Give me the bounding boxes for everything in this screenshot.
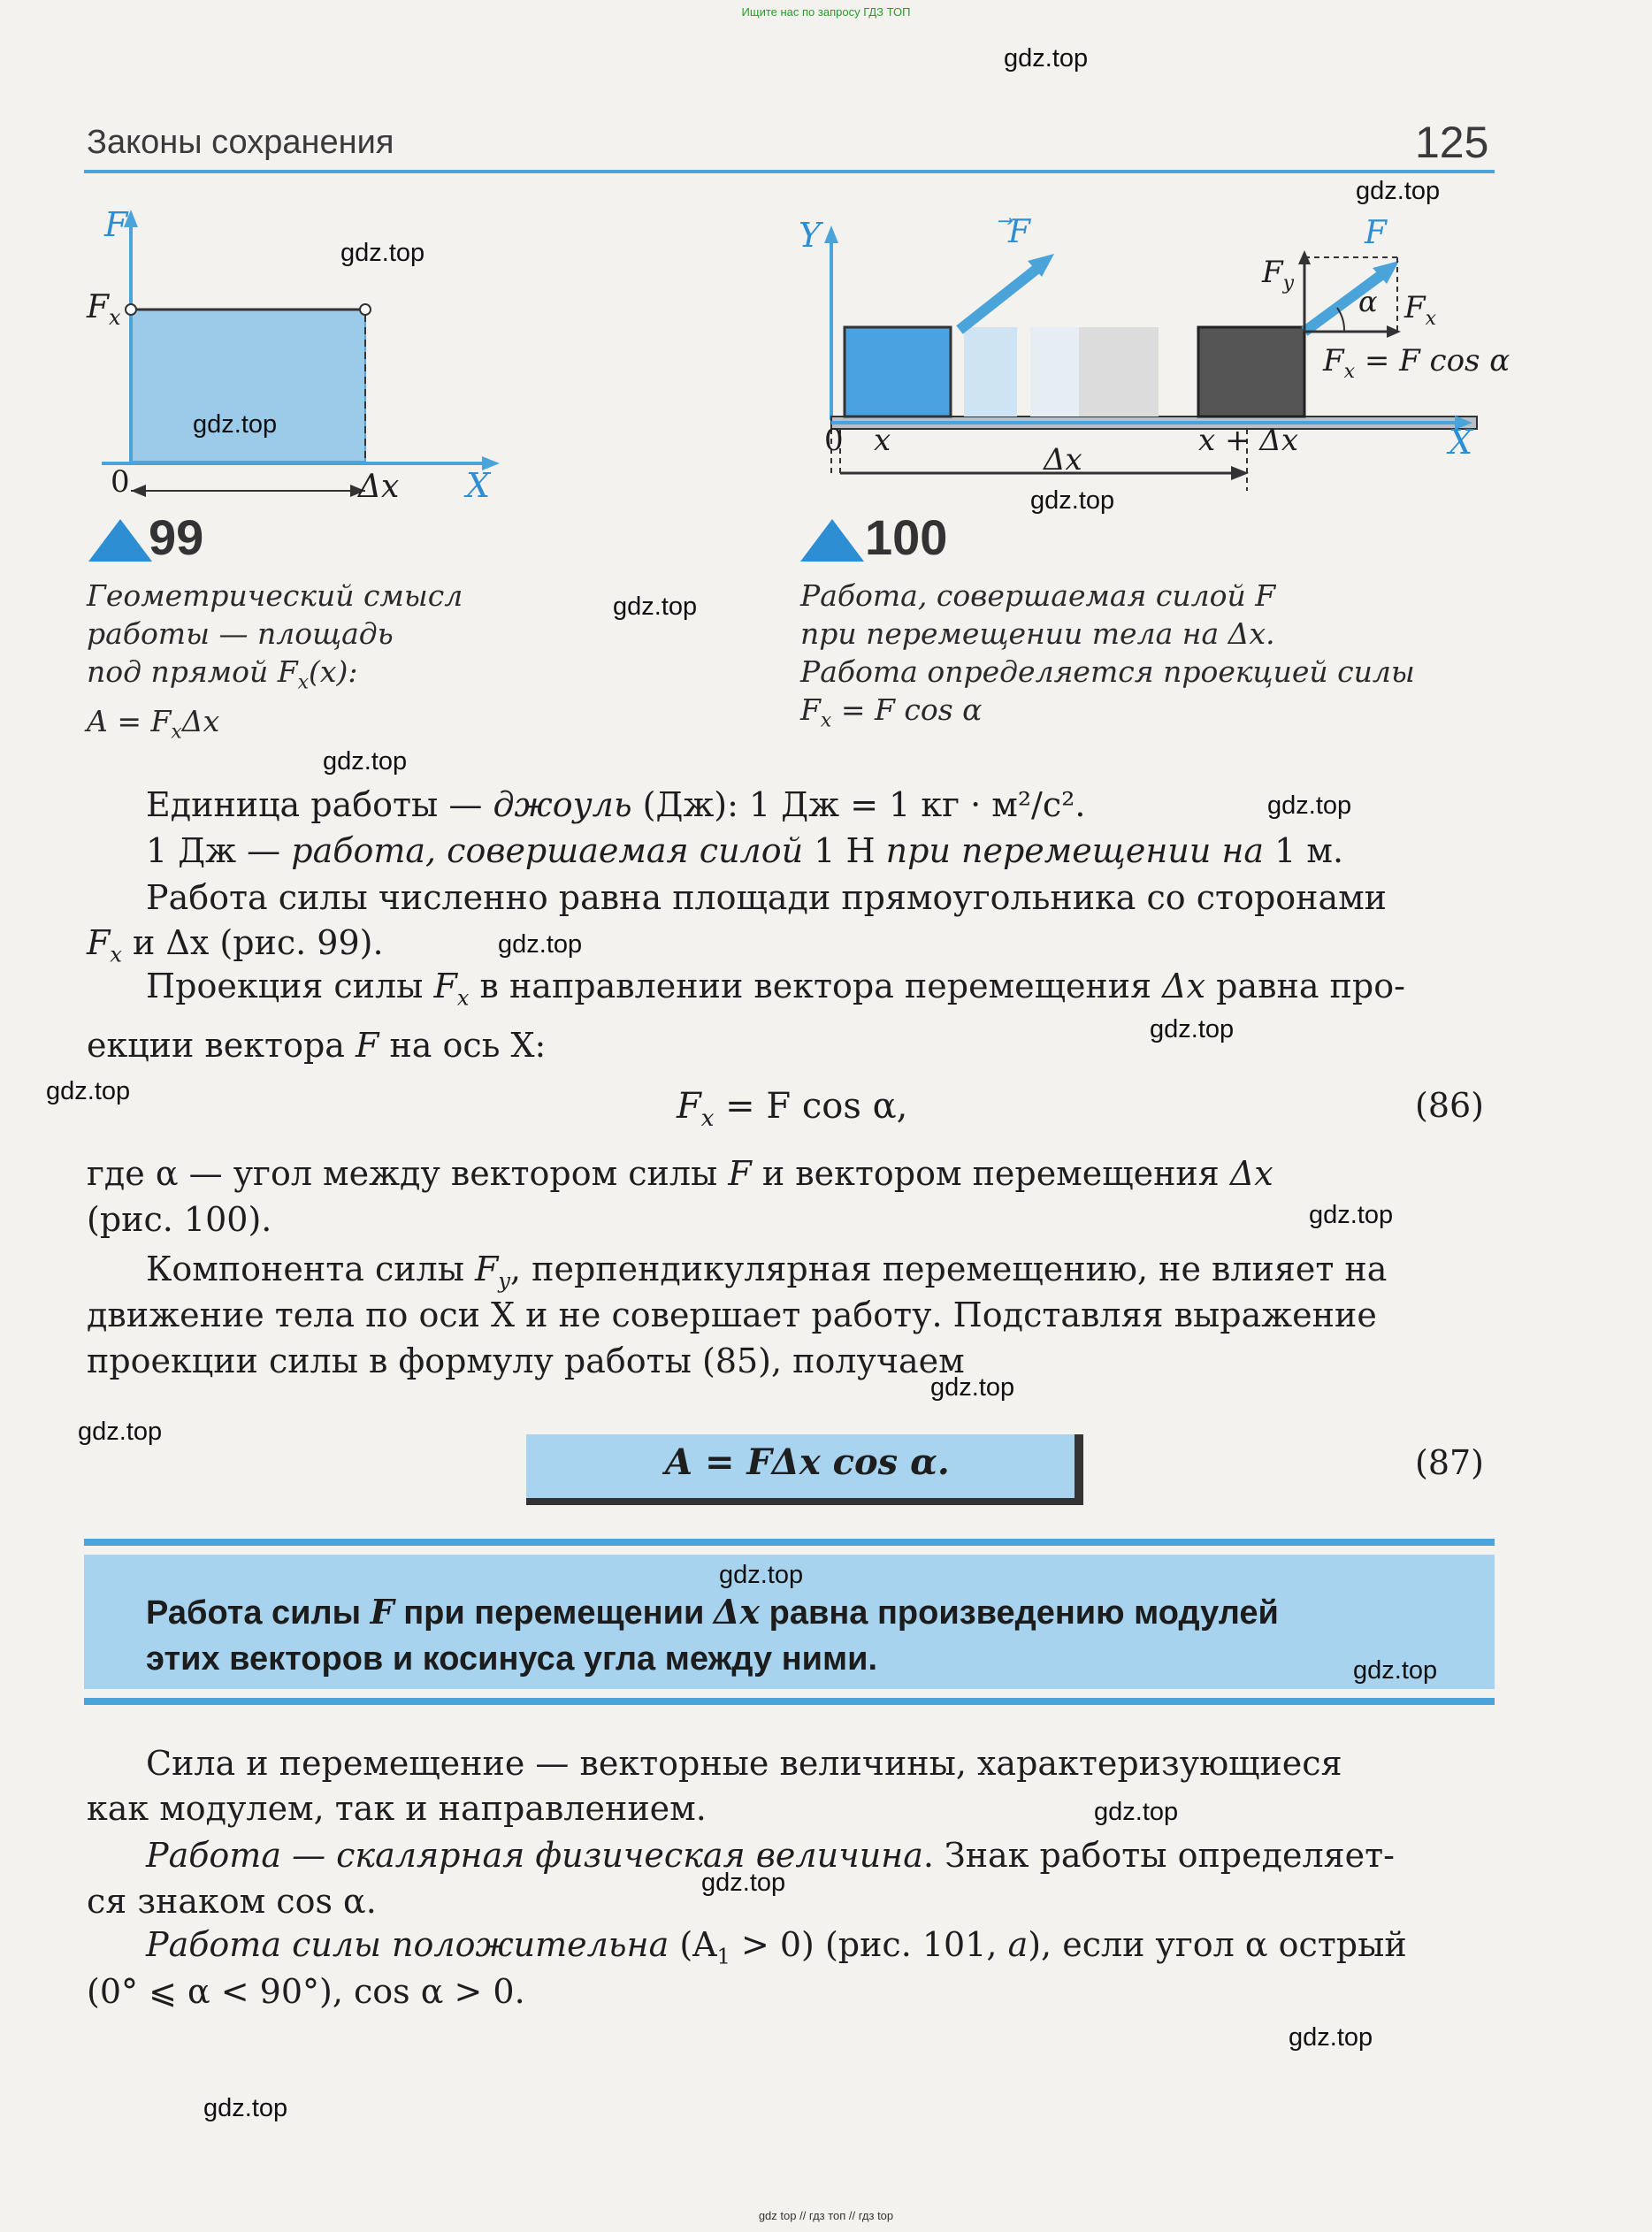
block-ghost-2 [1030, 327, 1079, 417]
band-bottom-rule [84, 1698, 1495, 1705]
origin-label: 0 [111, 464, 130, 500]
watermark: gdz.top [1356, 177, 1441, 205]
watermark: gdz.top [1353, 1656, 1438, 1685]
text-line: как модулем, так и направлением. [87, 1789, 707, 1828]
header-rule [84, 170, 1495, 173]
block-ghost-3 [1079, 327, 1159, 417]
axis-x-label: X [466, 466, 491, 505]
force-label-end: F [1365, 215, 1387, 251]
watermark: gdz.top [78, 1418, 163, 1446]
watermark: gdz.top [46, 1077, 131, 1105]
text-line: Проекция силы $F_x$ в направлении вектора перемещения Δx равна про- [146, 967, 1405, 1011]
watermark: gdz.top [1309, 1201, 1394, 1229]
watermark: gdz.top [1004, 44, 1089, 73]
text-line: Сила и перемещение — векторные величины, характеризующиеся [146, 1744, 1342, 1783]
axis-y-label: F [104, 205, 128, 244]
text-line: Работа силы численно равна площади прямоугольника со сторонами [146, 878, 1388, 917]
figure-99-number: 99 [149, 509, 204, 565]
fx-label: $F_x$ [1404, 290, 1437, 330]
fy-label: $F_y$ [1262, 255, 1295, 294]
figure-marker-icon [88, 519, 152, 562]
axis-y-label: Y [799, 216, 822, 255]
equation-86: $F_x = F$ cos α, [677, 1086, 908, 1132]
watermark: gdz.top [323, 747, 408, 776]
top-banner: Ищите нас по запросу ГДЗ ТОП [741, 5, 911, 19]
watermark: gdz.top [1030, 486, 1115, 515]
bottom-banner: gdz top // гдз топ // гдз top [758, 2209, 894, 2222]
rule-text-line-1: Работа силы F при перемещении Δx равна произведению модулей [146, 1592, 1279, 1632]
text-line: (рис. 100). [87, 1200, 272, 1239]
watermark: gdz.top [498, 930, 583, 959]
watermark: gdz.top [1150, 1015, 1235, 1043]
text-line: $F_x$ и Δx (рис. 99). [87, 923, 384, 967]
figure-99-graph [84, 208, 579, 508]
equation-86-number: (86) [1415, 1086, 1485, 1125]
watermark: gdz.top [1094, 1798, 1179, 1826]
text-line: 1 Дж — работа, совершаемая силой 1 Н при перемещении на 1 м. [146, 831, 1344, 870]
watermark: gdz.top [1267, 791, 1352, 820]
fx-label: $F_x$ [87, 289, 121, 331]
force-label: F [1008, 214, 1030, 250]
text-line: движение тела по оси X и не совершает работу. Подставляя выражение [87, 1296, 1377, 1334]
block-start [845, 327, 951, 417]
figure-100-number: 100 [865, 509, 948, 565]
text-line: ся знаком cos α. [87, 1882, 377, 1921]
watermark: gdz.top [613, 592, 698, 621]
watermark: gdz.top [1289, 2023, 1373, 2052]
figure-marker-icon [800, 519, 864, 562]
dx-label: Δx [358, 469, 400, 505]
dx-label: Δx [1044, 442, 1082, 478]
section-title: Законы сохранения [87, 124, 394, 161]
block-end [1198, 327, 1304, 417]
figure-100-caption: Работа, совершаемая силой F при перемещении тела на Δx. Работа определяется проекцией силы $F_x = F$ cos α [800, 578, 1415, 732]
equation-87: A = FΔx cos α. [665, 1441, 950, 1483]
band-top-rule [84, 1539, 1495, 1546]
page-number: 125 [1415, 118, 1489, 167]
text-line: (0° ⩽ α < 90°), cos α > 0. [87, 1972, 525, 2011]
text-line: Работа — скалярная физическая величина. Знак работы определяет- [146, 1836, 1395, 1875]
x-plus-dx-label: x + Δx [1198, 423, 1299, 458]
text-line: екции вектора F на ось X: [87, 1026, 547, 1065]
figure-99-caption: Геометрический смысл работы — площадь под прямой $F_x(x)$: $A = F_x\Delta x$ [87, 578, 463, 744]
watermark: gdz.top [340, 239, 425, 267]
watermark: gdz.top [701, 1869, 786, 1897]
text-line: проекции силы в формулу работы (85), получаем [87, 1341, 965, 1380]
rule-text-line-2: этих векторов и косинуса угла между ними. [146, 1640, 878, 1678]
text-line: где α — угол между вектором силы F и вектором перемещения Δx [87, 1154, 1273, 1193]
origin-label: 0 [824, 423, 844, 458]
watermark: gdz.top [193, 410, 278, 439]
force-arrow [960, 264, 1044, 330]
text-line: Работа силы положительна $(A_1 > 0)$ (рис. 101, а), если угол α острый [146, 1925, 1407, 1969]
equation-87-number: (87) [1415, 1443, 1485, 1482]
watermark: gdz.top [203, 2094, 288, 2122]
alpha-label: α [1358, 285, 1378, 318]
text-line: Единица работы — джоуль (Дж): 1 Дж = 1 кг · м²/с². [146, 785, 1086, 824]
axis-x-label: X [1449, 423, 1473, 462]
x-label: x [874, 423, 891, 458]
text-line: Компонента силы $F_y$, перпендикулярная перемещению, не влияет на [146, 1250, 1388, 1294]
fx-formula: $F_x = F$ cos α [1323, 343, 1511, 383]
watermark: gdz.top [719, 1561, 804, 1589]
block-ghost-1 [964, 327, 1017, 417]
watermark: gdz.top [930, 1373, 1015, 1402]
